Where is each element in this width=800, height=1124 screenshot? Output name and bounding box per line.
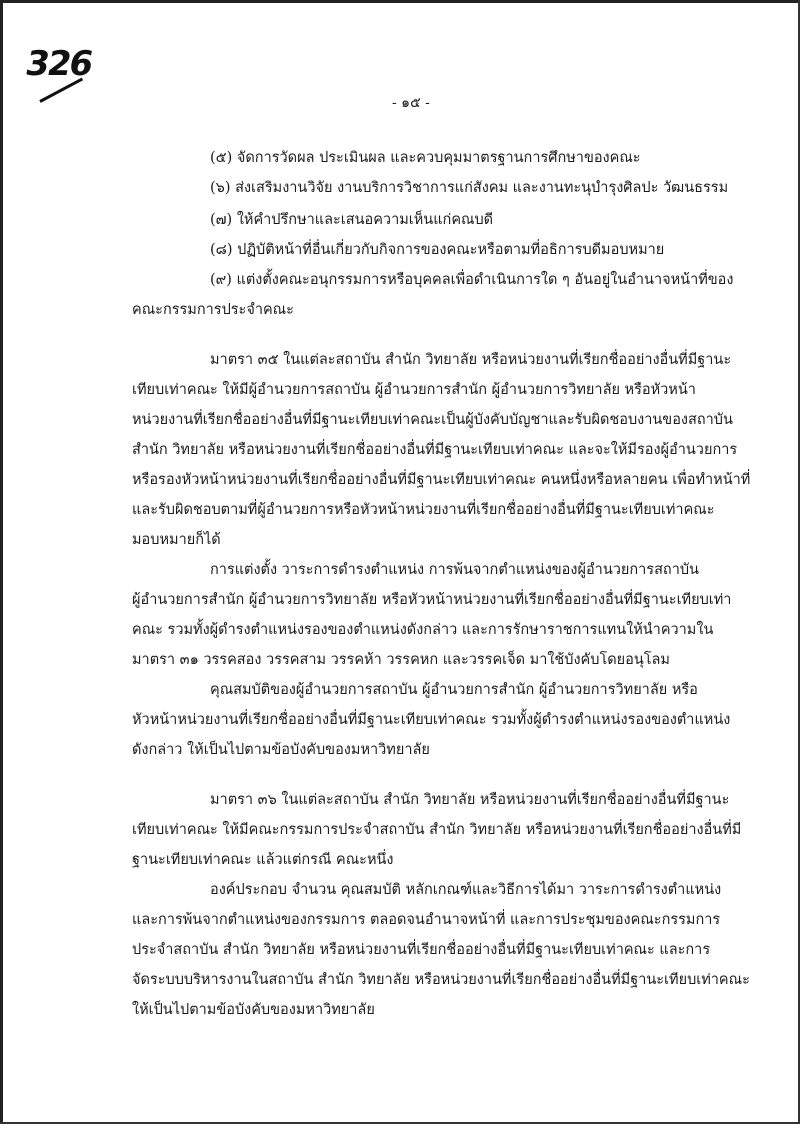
paragraph-line: มอบหมายก็ได้ [132, 532, 221, 548]
paragraph-line: ดังกล่าว ให้เป็นไปตามข้อบังคับของมหาวิทยาลัย [132, 742, 430, 758]
paragraph-line: และรับผิดชอบตามที่ผู้อำนวยการหรือหัวหน้าหน่วยงานที่เรียกชื่ออย่างอื่นที่มีฐานะเทียบเท่าคณะ [132, 502, 715, 518]
paragraph-line: ประจำสถาบัน สำนัก วิทยาลัย หรือหน่วยงานที่เรียกชื่ออย่างอื่นที่มีฐานะเทียบเท่าคณะ และการ [132, 942, 711, 958]
item-9-continued: คณะกรรมการประจำคณะ [132, 302, 294, 318]
paragraph-line: จัดระบบบริหารงานในสถาบัน สำนัก วิทยาลัย หรือหน่วยงานที่เรียกชื่ออย่างอื่นที่มีฐานะเทียบเท่าคณะ [132, 972, 750, 988]
paragraph-line: ฐานะเทียบเท่าคณะ แล้วแต่กรณี คณะหนึ่ง [132, 852, 394, 868]
scan-border-left [0, 0, 3, 1124]
section-35-heading-line: มาตรา ๓๕ ในแต่ละสถาบัน สำนัก วิทยาลัย หรือหน่วยงานที่เรียกชื่ออย่างอื่นที่มีฐานะ [210, 352, 732, 368]
paragraph-line: เทียบเท่าคณะ ให้มีคณะกรรมการประจำสถาบัน สำนัก วิทยาลัย หรือหน่วยงานที่เรียกชื่ออย่างอื่นที่มี [132, 822, 742, 838]
paragraph-line: คุณสมบัติของผู้อำนวยการสถาบัน ผู้อำนวยการสำนัก ผู้อำนวยการวิทยาลัย หรือ [210, 682, 698, 698]
item-7: (๗) ให้คำปรึกษาและเสนอความเห็นแก่คณบดี [210, 212, 494, 228]
scan-border-top [0, 0, 800, 3]
handwritten-page-number: 326 [22, 44, 95, 84]
section-36-heading-line: มาตรา ๓๖ ในแต่ละสถาบัน สำนัก วิทยาลัย หรือหน่วยงานที่เรียกชื่ออย่างอื่นที่มีฐานะ [210, 792, 730, 808]
paragraph-line: และการพ้นจากตำแหน่งของกรรมการ ตลอดจนอำนาจหน้าที่ และการประชุมของคณะกรรมการ [132, 912, 721, 928]
paragraph-line: หัวหน้าหน่วยงานที่เรียกชื่ออย่างอื่นที่มีฐานะเทียบเท่าคณะ รวมทั้งผู้ดำรงตำแหน่งรองของตำแหน่ง [132, 712, 731, 728]
paragraph-line: สำนัก วิทยาลัย หรือหน่วยงานที่เรียกชื่ออย่างอื่นที่มีฐานะเทียบเท่าคณะ และจะให้มีรองผู้อำนวยการ [132, 442, 738, 458]
page-number: - ๑๕ - [392, 95, 430, 111]
item-6: (๖) ส่งเสริมงานวิจัย งานบริการวิชาการแก่สังคม และงานทะนุบำรุงศิลปะ วัฒนธรรม [210, 180, 729, 196]
paragraph-line: องค์ประกอบ จำนวน คุณสมบัติ หลักเกณฑ์และวิธีการได้มา วาระการดำรงตำแหน่ง [210, 882, 722, 898]
item-8: (๘) ปฏิบัติหน้าที่อื่นเกี่ยวกับกิจการของคณะหรือตามที่อธิการบดีมอบหมาย [210, 242, 665, 258]
paragraph-line: การแต่งตั้ง วาระการดำรงตำแหน่ง การพ้นจากตำแหน่งของผู้อำนวยการสถาบัน [210, 562, 699, 578]
paragraph-line: ให้เป็นไปตามข้อบังคับของมหาวิทยาลัย [132, 1002, 375, 1018]
paragraph-line: คณะ รวมทั้งผู้ดำรงตำแหน่งรองของตำแหน่งดังกล่าว และการรักษาราชการแทนให้นำความใน [132, 622, 714, 638]
paragraph-line: หรือรองหัวหน้าหน่วยงานที่เรียกชื่ออย่างอื่นที่มีฐานะเทียบเท่าคณะ คนหนึ่งหรือหลายคน เพื่อทำหน้าที่ [132, 472, 751, 488]
paragraph-line: เทียบเท่าคณะ ให้มีผู้อำนวยการสถาบัน ผู้อำนวยการสำนัก ผู้อำนวยการวิทยาลัย หรือหัวหน้า [132, 382, 696, 398]
paragraph-line: หน่วยงานที่เรียกชื่ออย่างอื่นที่มีฐานะเทียบเท่าคณะเป็นผู้บังคับบัญชาและรับผิดชอบงานของสถาบัน [132, 412, 733, 428]
item-9: (๙) แต่งตั้งคณะอนุกรรมการหรือบุคคลเพื่อดำเนินการใด ๆ อันอยู่ในอำนาจหน้าที่ของ [210, 272, 734, 288]
paragraph-line: มาตรา ๓๑ วรรคสอง วรรคสาม วรรคห้า วรรคหก และวรรคเจ็ด มาใช้บังคับโดยอนุโลม [132, 652, 670, 668]
paragraph-line: ผู้อำนวยการสำนัก ผู้อำนวยการวิทยาลัย หรือหัวหน้าหน่วยงานที่เรียกชื่ออย่างอื่นที่มีฐานะเทียบเท่า [132, 592, 732, 608]
item-5: (๕) จัดการวัดผล ประเมินผล และควบคุมมาตรฐานการศึกษาของคณะ [210, 150, 641, 166]
